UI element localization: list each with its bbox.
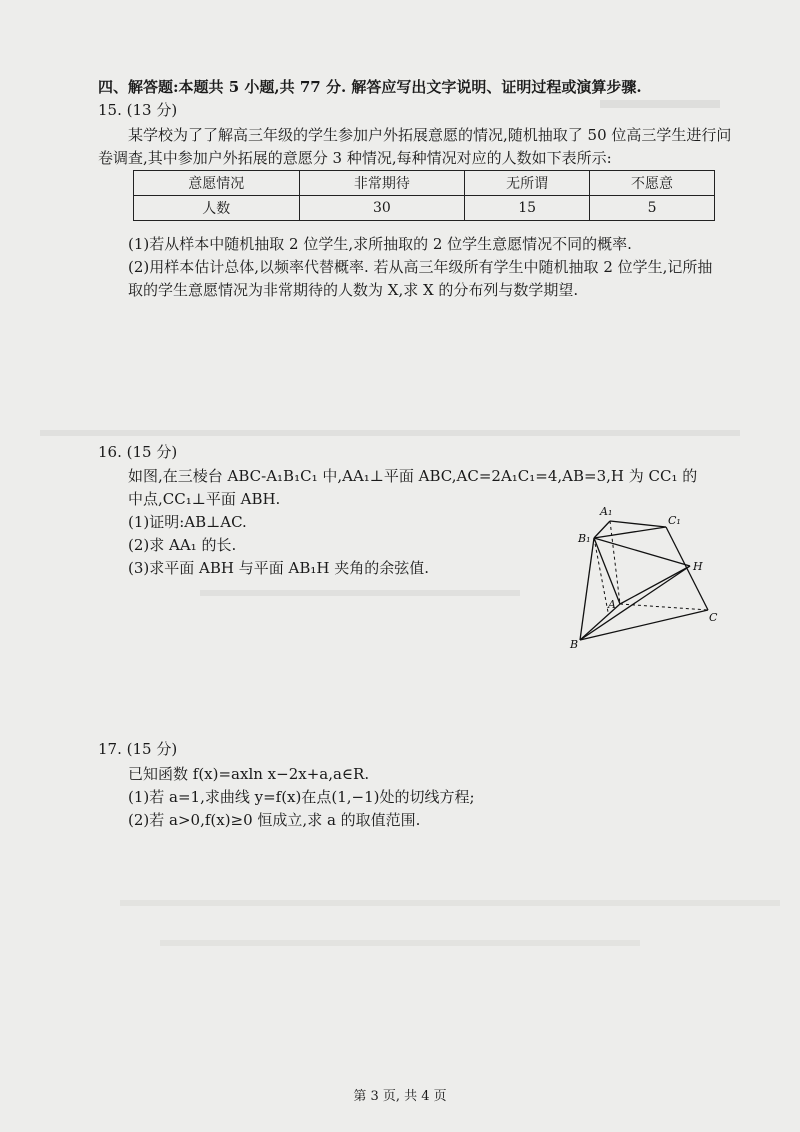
edge-b1-b [580, 538, 594, 640]
label-a1: A₁ [600, 505, 613, 518]
q16-part1: (1)证明:AB⊥AC. [128, 513, 247, 531]
section-heading: 四、解答题:本题共 5 小题,共 77 分. 解答应写出文字说明、证明过程或演算步骤. [98, 78, 642, 96]
table-row [134, 196, 715, 221]
bleed-through-3 [200, 590, 520, 596]
segment-b-h [580, 566, 690, 640]
label-a: A [608, 598, 616, 611]
table-header-cell: 意愿情况 [134, 171, 300, 196]
hidden-edge-a-c [620, 604, 708, 610]
label-b: B [570, 638, 579, 650]
table-cell: 15 [465, 196, 590, 221]
bleed-through-4 [120, 900, 780, 906]
q15-part2-line2: 取的学生意愿情况为非常期待的人数为 X,求 X 的分布列与数学期望. [128, 281, 579, 299]
q16-intro-line1: 如图,在三棱台 ABC-A₁B₁C₁ 中,AA₁⊥平面 ABC,AC=2A₁C₁=4,AB=3,H 为 CC₁ 的 [128, 467, 698, 485]
bleed-through-5 [160, 940, 640, 946]
q16-number: 16. (15 分) [98, 443, 178, 461]
table-cell: 5 [590, 196, 715, 221]
page-footer: 第 3 页, 共 4 页 [353, 1089, 447, 1104]
bleed-through-1 [600, 100, 720, 108]
table-cell: 30 [299, 196, 465, 221]
label-h: H [693, 560, 703, 573]
table-header-row [134, 171, 715, 196]
label-c: C [709, 611, 718, 624]
segment-a-h [620, 566, 690, 604]
q15-intro-line1: 某学校为了了解高三年级的学生参加户外拓展意愿的情况,随机抽取了 50 位高三学生进行问 [128, 126, 732, 144]
q17-part1: (1)若 a=1,求曲线 y=f(x)在点(1,−1)处的切线方程; [128, 788, 475, 806]
q15-intro-line2: 卷调查,其中参加户外拓展的意愿分 3 种情况,每种情况对应的人数如下表所示: [98, 149, 612, 167]
table-cell: 人数 [134, 196, 300, 221]
q15-part2-line1: (2)用样本估计总体,以频率代替概率. 若从高三年级所有学生中随机抽取 2 位学生,记所抽 [128, 258, 713, 276]
label-b1: B₁ [578, 532, 591, 545]
frustum-figure [568, 500, 728, 650]
hidden-segment-b1-b2 [594, 538, 608, 612]
q15-part1: (1)若从样本中随机抽取 2 位学生,求所抽取的 2 位学生意愿情况不同的概率. [128, 235, 632, 253]
table-header-cell: 非常期待 [299, 171, 465, 196]
edge-a1-c1 [610, 521, 666, 527]
q15-number: 15. (13 分) [98, 101, 178, 119]
q16-intro-line2: 中点,CC₁⊥平面 ABH. [128, 490, 281, 508]
table-header-cell: 无所谓 [465, 171, 590, 196]
q17-part2: (2)若 a>0,f(x)≥0 恒成立,求 a 的取值范围. [128, 811, 421, 829]
table-header-cell: 不愿意 [590, 171, 715, 196]
segment-b1-h [594, 538, 690, 566]
label-c1: C₁ [668, 514, 681, 527]
q17-number: 17. (15 分) [98, 740, 178, 758]
bleed-through-2 [40, 430, 740, 436]
q17-intro: 已知函数 f(x)=axln x−2x+a,a∈R. [128, 765, 370, 783]
edge-b-c [580, 610, 708, 640]
edge-b1-c1 [594, 527, 666, 538]
q16-part2: (2)求 AA₁ 的长. [128, 536, 237, 554]
q15-survey-table [133, 170, 715, 221]
q16-part3: (3)求平面 ABH 与平面 AB₁H 夹角的余弦值. [128, 559, 429, 577]
